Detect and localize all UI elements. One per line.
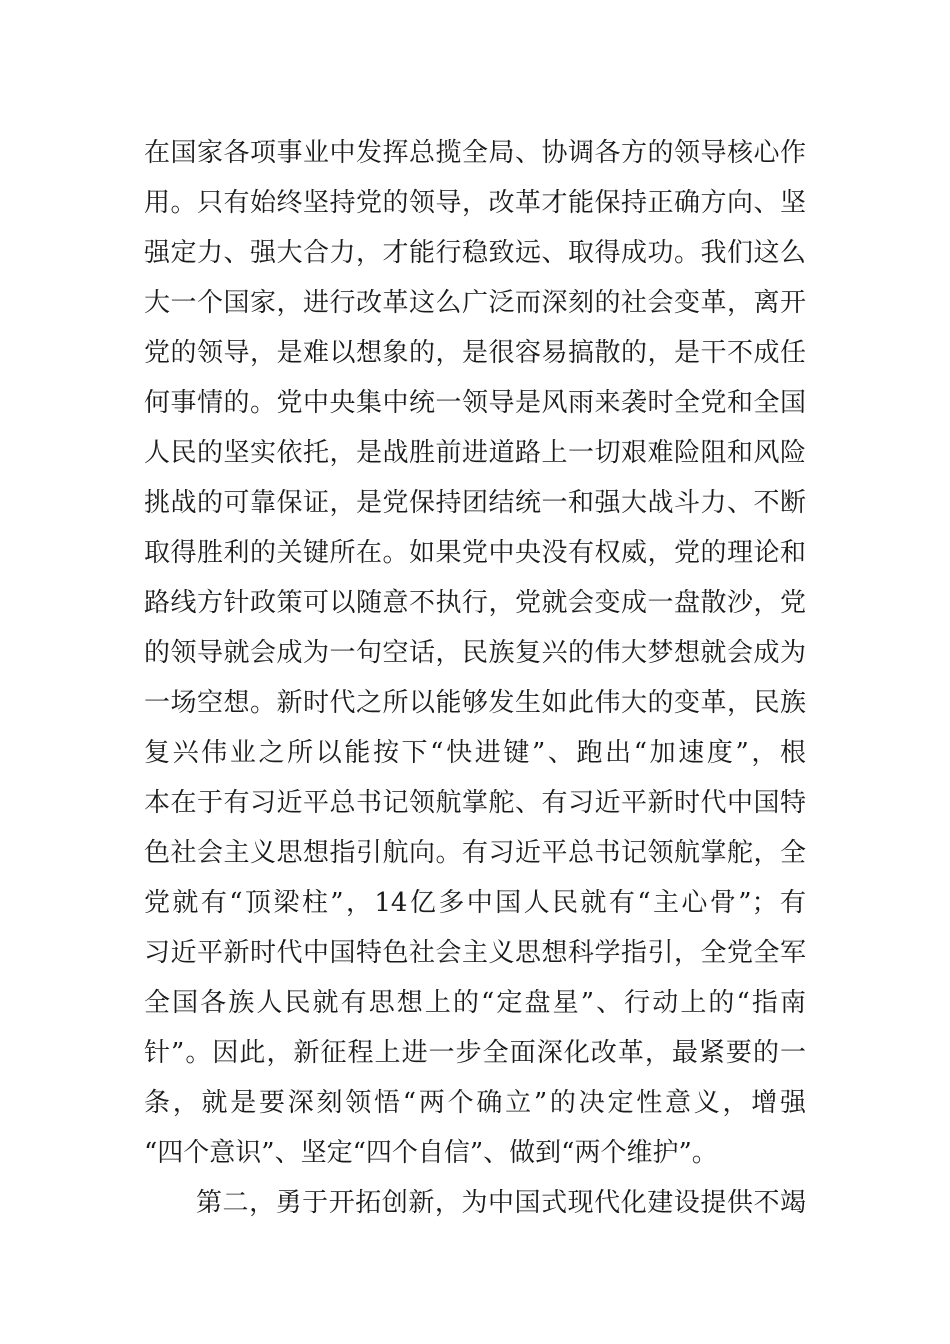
- paragraph-last-line: “四个意识”、坚定“四个自信”、做到“两个维护”。: [144, 1138, 718, 1168]
- text-line: 大一个国家，进行改革这么广泛而深刻的社会变革，离开: [144, 288, 806, 318]
- text-line: 条，就是要深刻领悟“两个确立”的决定性意义，增强: [144, 1088, 806, 1118]
- text-line: 取得胜利的关键所在。如果党中央没有权威，党的理论和: [144, 538, 806, 568]
- text-line: 路线方针政策可以随意不执行，党就会变成一盘散沙，党: [144, 588, 806, 618]
- body-text: [144, 128, 806, 1228]
- text-line: 何事情的。党中央集中统一领导是风雨来袭时全党和全国: [144, 388, 806, 418]
- text-line: 党就有“顶梁柱”，14亿多中国人民就有“主心骨”；有: [144, 888, 806, 918]
- text-line: 本在于有习近平总书记领航掌舵、有习近平新时代中国特: [144, 788, 806, 818]
- text-line: 的领导就会成为一句空话，民族复兴的伟大梦想就会成为: [144, 638, 806, 668]
- text-line: 挑战的可靠保证，是党保持团结统一和强大战斗力、不断: [144, 488, 806, 518]
- text-line: 色社会主义思想指引航向。有习近平总书记领航掌舵，全: [144, 838, 806, 868]
- text-line: 复兴伟业之所以能按下“快进键”、跑出“加速度”，根: [144, 738, 806, 768]
- text-line: 一场空想。新时代之所以能够发生如此伟大的变革，民族: [144, 688, 806, 718]
- text-line: 针”。因此，新征程上进一步全面深化改革，最紧要的一: [144, 1038, 806, 1068]
- text-line: 人民的坚实依托，是战胜前进道路上一切艰难险阻和风险: [144, 438, 806, 468]
- text-line: 习近平新时代中国特色社会主义思想科学指引，全党全军: [144, 938, 806, 968]
- text-line: 全国各族人民就有思想上的“定盘星”、行动上的“指南: [144, 988, 806, 1018]
- paragraph-first-line: 第二，勇于开拓创新，为中国式现代化建设提供不竭: [196, 1188, 806, 1218]
- text-line: 用。只有始终坚持党的领导，改革才能保持正确方向、坚: [144, 188, 806, 218]
- text-line: 党的领导，是难以想象的，是很容易搞散的，是干不成任: [144, 338, 806, 368]
- text-line: 强定力、强大合力，才能行稳致远、取得成功。我们这么: [144, 238, 806, 268]
- text-line: 在国家各项事业中发挥总揽全局、协调各方的领导核心作: [144, 138, 806, 168]
